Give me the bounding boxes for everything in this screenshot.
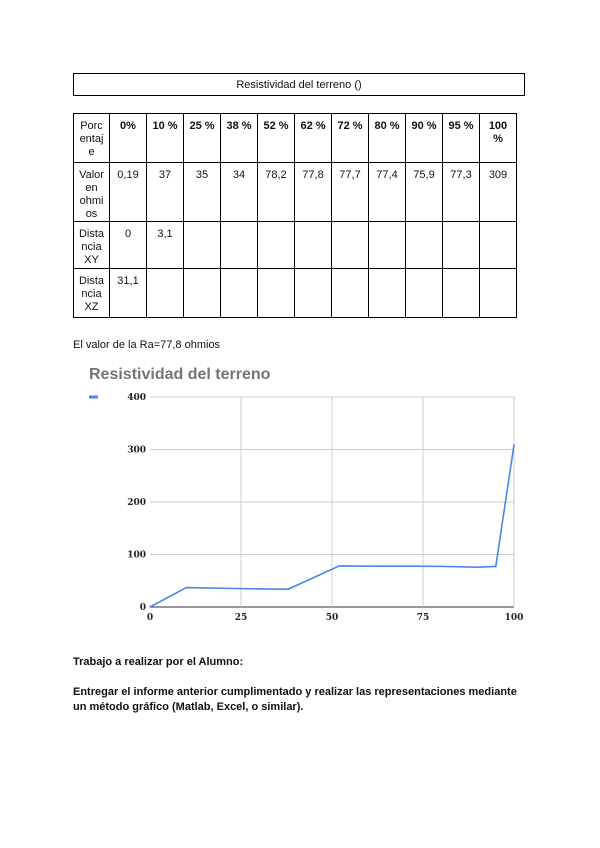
table-cell: 75,9 — [406, 163, 443, 222]
y-tick-label: 100 — [127, 550, 146, 561]
data-point — [375, 565, 377, 567]
table-cell: 37 — [147, 163, 184, 222]
chart-title: Resistividad del terreno — [89, 366, 271, 383]
data-point — [440, 566, 442, 568]
row-header-cell: Porc entaj e — [74, 114, 110, 163]
table-cell: 77,3 — [443, 163, 480, 222]
table-cell: 95 % — [443, 114, 480, 163]
table-cell: 80 % — [369, 114, 406, 163]
task-body: Entregar el informe anterior cumplimentado y realizar las representaciones mediante un método gráfico (Matlab, Excel, o similar). — [73, 686, 517, 713]
x-tick-label: 50 — [325, 613, 339, 623]
table-cell: 0% — [110, 114, 147, 163]
table-cell: 309 — [480, 163, 517, 222]
table-cell: 77,4 — [369, 163, 406, 222]
x-tick-label: 25 — [234, 613, 248, 623]
row-header-cell: Valor en ohmi os — [74, 163, 110, 222]
table-title: Resistividad del terreno () — [73, 73, 525, 96]
table-cell: 78,2 — [258, 163, 295, 222]
data-point — [513, 444, 515, 446]
table-cell: 0 — [110, 222, 147, 269]
ra-note: El valor de la Ra=77,8 ohmios — [73, 339, 221, 351]
x-tick-label: 75 — [416, 613, 430, 623]
table-cell: 77,7 — [332, 163, 369, 222]
table-cell: 0,19 — [110, 163, 147, 222]
table-cell: 3,1 — [147, 222, 184, 269]
table-cell: 34 — [221, 163, 258, 222]
y-tick-label: 300 — [127, 445, 146, 456]
y-tick-label: 0 — [139, 603, 146, 613]
table-cell: 35 — [184, 163, 221, 222]
data-point — [477, 566, 479, 568]
x-tick-label: 0 — [146, 613, 154, 623]
table-cell: 72 % — [332, 114, 369, 163]
table-cell: 90 % — [406, 114, 443, 163]
data-point — [288, 588, 290, 590]
data-point — [149, 606, 151, 608]
table-cell: 100 % — [480, 114, 517, 163]
row-header-cell: Dista ncia XZ — [74, 269, 110, 318]
table-cell: 25 % — [184, 114, 221, 163]
table-cell: 77,8 — [295, 163, 332, 222]
data-point — [240, 588, 242, 590]
task-title: Trabajo a realizar por el Alumno: — [73, 656, 244, 668]
table-cell: 52 % — [258, 114, 295, 163]
table-cell: 31,1 — [110, 269, 147, 318]
table-cell: 62 % — [295, 114, 332, 163]
table-cell: 38 % — [221, 114, 258, 163]
y-tick-label: 200 — [127, 498, 146, 508]
data-point — [495, 566, 497, 568]
data-point — [338, 565, 340, 567]
y-tick-label: 400 — [127, 393, 146, 403]
row-header-cell: Dista ncia XY — [74, 222, 110, 269]
data-point — [186, 587, 188, 589]
table-cell: 10 % — [147, 114, 184, 163]
x-tick-label: 100 — [504, 613, 524, 623]
data-point — [411, 565, 413, 567]
